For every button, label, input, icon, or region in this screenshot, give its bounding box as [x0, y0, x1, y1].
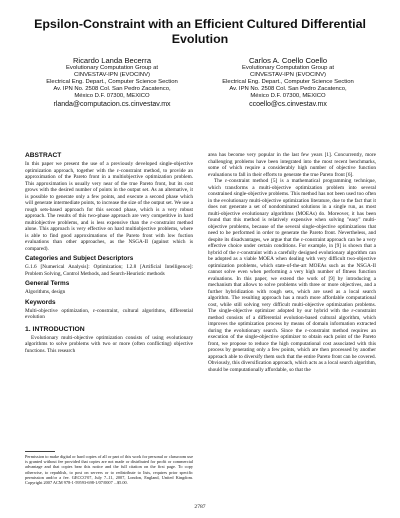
keywords-text: Multi-objective optimization, ε-constraint, cultural algorithms, differential evolution [25, 307, 193, 320]
categories-heading: Categories and Subject Descriptors [25, 255, 134, 262]
author-1 [28, 56, 196, 110]
introduction-text: Evolutionary multi-objective optimization consists of using evolutionary algorithms to solve problems with two or more (often conflicting) objective functions. This research [25, 334, 193, 354]
page-number: 2787 [194, 504, 206, 510]
terms-heading: General Terms [25, 280, 70, 287]
author-affiliation-line: CINVESTAV-IPN (EVOCINV) [249, 72, 327, 78]
keywords-heading: Keywords [25, 298, 56, 306]
paper-title: Epsilon-Constraint with an Efficient Cultured Differential Evolution [34, 17, 366, 46]
abstract-text: In this paper we present the use of a previously developed single-objective optimization approach, together with the ε-constraint method, to provide an approximation of the Pareto front in a multiobjective optimization problem. This approximation is usually very near of the true Pareto front, but its cost grows with the desired number of points in the output set. As an alternative, it is possible to generate only a few points, and execute a second phase which will generate intermediate points, to increase the size of the output set. We use a rough sets-based approach for this second phase, which is a very robust approach. The results of this two-phase approach are very competitive in hard multiobjective problems, and is less expensive than the ε-constraint method alone. This approach is very effective on hard multiobjective problems, where is able to find good approximations of the Pareto front with low fuction evaluations than other approaches, as the NSGA-II (against which is compared). [25, 161, 194, 252]
footnote-rule [25, 451, 55, 452]
terms-text: Algorithms, design [25, 289, 66, 295]
categories-text: G.1.6 [Numerical Analysis]: Optimization; I.2.8 [Artificial Intelligence]: Problem Solving, Control Methods, and Search-Heuristic methods [25, 264, 193, 277]
author-affiliation-line: Electrical Eng. Depart., Computer Science Section [222, 79, 354, 85]
author-affiliation-line: Evolutionary Computation Group at [65, 65, 158, 71]
author-name: Ricardo Landa Becerra [72, 56, 152, 65]
author-block [28, 56, 372, 110]
left-column [25, 152, 193, 354]
introduction-heading: 1. INTRODUCTION [25, 325, 85, 333]
author-name: Carlos A. Coello Coello [248, 56, 328, 65]
introduction-paragraph: The ε-constraint method [5] is a mathematical programming technique, which transforms a multi-objective optimization problem into several constrained single-objective problems. This method has not been used too often in the evolutionary multi-objective optimization literature, due to the fact that it does not generate a set of nondominated solutions in a single run, as most multi-objective evolutionary algorithms (MOEAs) do. Moreover, it has been found that this method is relatively expensive when solving "easy" multi-objective problems, because of the several single-objective optimizations that need to be performed in order to generate the Pareto front. Nevertheless, and despite its disadvantages, we argue that the ε-constraint approach can be a very effective choice under certain conditions. For example, in [9] is shown that a hybrid of the ε-constraint with a carefully designed evolutionary algorithm can be adopted as a viable MOEA when dealing with very difficult two-objective optimization problems, which state-of-the-art MOEAs such as the NSGA-II cannot solve even when performing a very high number of fitness function evaluations. In this paper, we extend the work of [9] by introducing a mechanism that allows to solve problems with three or more objectives, and a further hybridization with rough sets, which are used as a local search algorithm. The resulting approach has a much more affordable computational cost, while still solving very difficult multi-objective optimization problems. The single-objective optimizer adopted by our hybrid with the ε-constraint method consists of a differential evolution-based cultural algorithm, which improves the optimization process by means of domain information extracted during the evolutionary search. Since the ε-constraint method requires an execution of the single-objective optimizer to obtain each point of the Pareto front, we propose to reduce the high computational cost associated with this process by generating only a few points, which are then processed by another approach able to diversify them such that the entire Pareto front can be covered. Obviously, this diversification approach, which acts as a local search algorithm, should be computationally affordable, so that the [208, 178, 376, 373]
author-affiliation-line: Electrical Eng. Depart., Computer Science Section [46, 79, 178, 85]
abstract-heading: ABSTRACT [25, 152, 62, 159]
author-affiliation-line: México D.F. 07300, MEXICO [74, 93, 150, 99]
author-2 [204, 56, 372, 110]
introduction-text-continued: area has become very popular in the last few years [1]. Concurrently, more challenging problems have been integrated into the most recent benchmarks, some of which require a considerably high number of objective function evaluations to fall in their efforts to generate the true Pareto front [6]. [208, 152, 376, 178]
author-email: ccoello@cs.cinvestav.mx [249, 101, 327, 108]
author-email: rlanda@computacion.cs.cinvestav.mx [53, 101, 171, 108]
footnote-text: Permission to make digital or hard copies of all or part of this work for personal or classroom use is granted without fee provided that copies are not made or distributed for profit or commercial advantage and that copies bear this notice and the full citation on the first page. To copy otherwise, to republish, to post on servers or to redistribute to lists, requires prior specific permission and/or a fee. GECCO'07, July 7–11, 2007, London, England, United Kingdom. Copyright 2007 ACM 978-1-59593-698-1/07/0007 ...$5.00. [25, 454, 193, 486]
author-affiliation-line: Av. IPN No. 2508 Col. San Pedro Zacatenco, [229, 86, 347, 92]
right-column [208, 152, 376, 373]
author-affiliation-line: CINVESTAV-IPN (EVOCINV) [73, 72, 151, 78]
author-affiliation-line: Evolutionary Computation Group at [241, 65, 334, 71]
author-affiliation-line: México D.F. 07300, MEXICO [250, 93, 326, 99]
copyright-footnote [25, 451, 193, 485]
author-affiliation-line: Av. IPN No. 2508 Col. San Pedro Zacatenco, [53, 86, 171, 92]
